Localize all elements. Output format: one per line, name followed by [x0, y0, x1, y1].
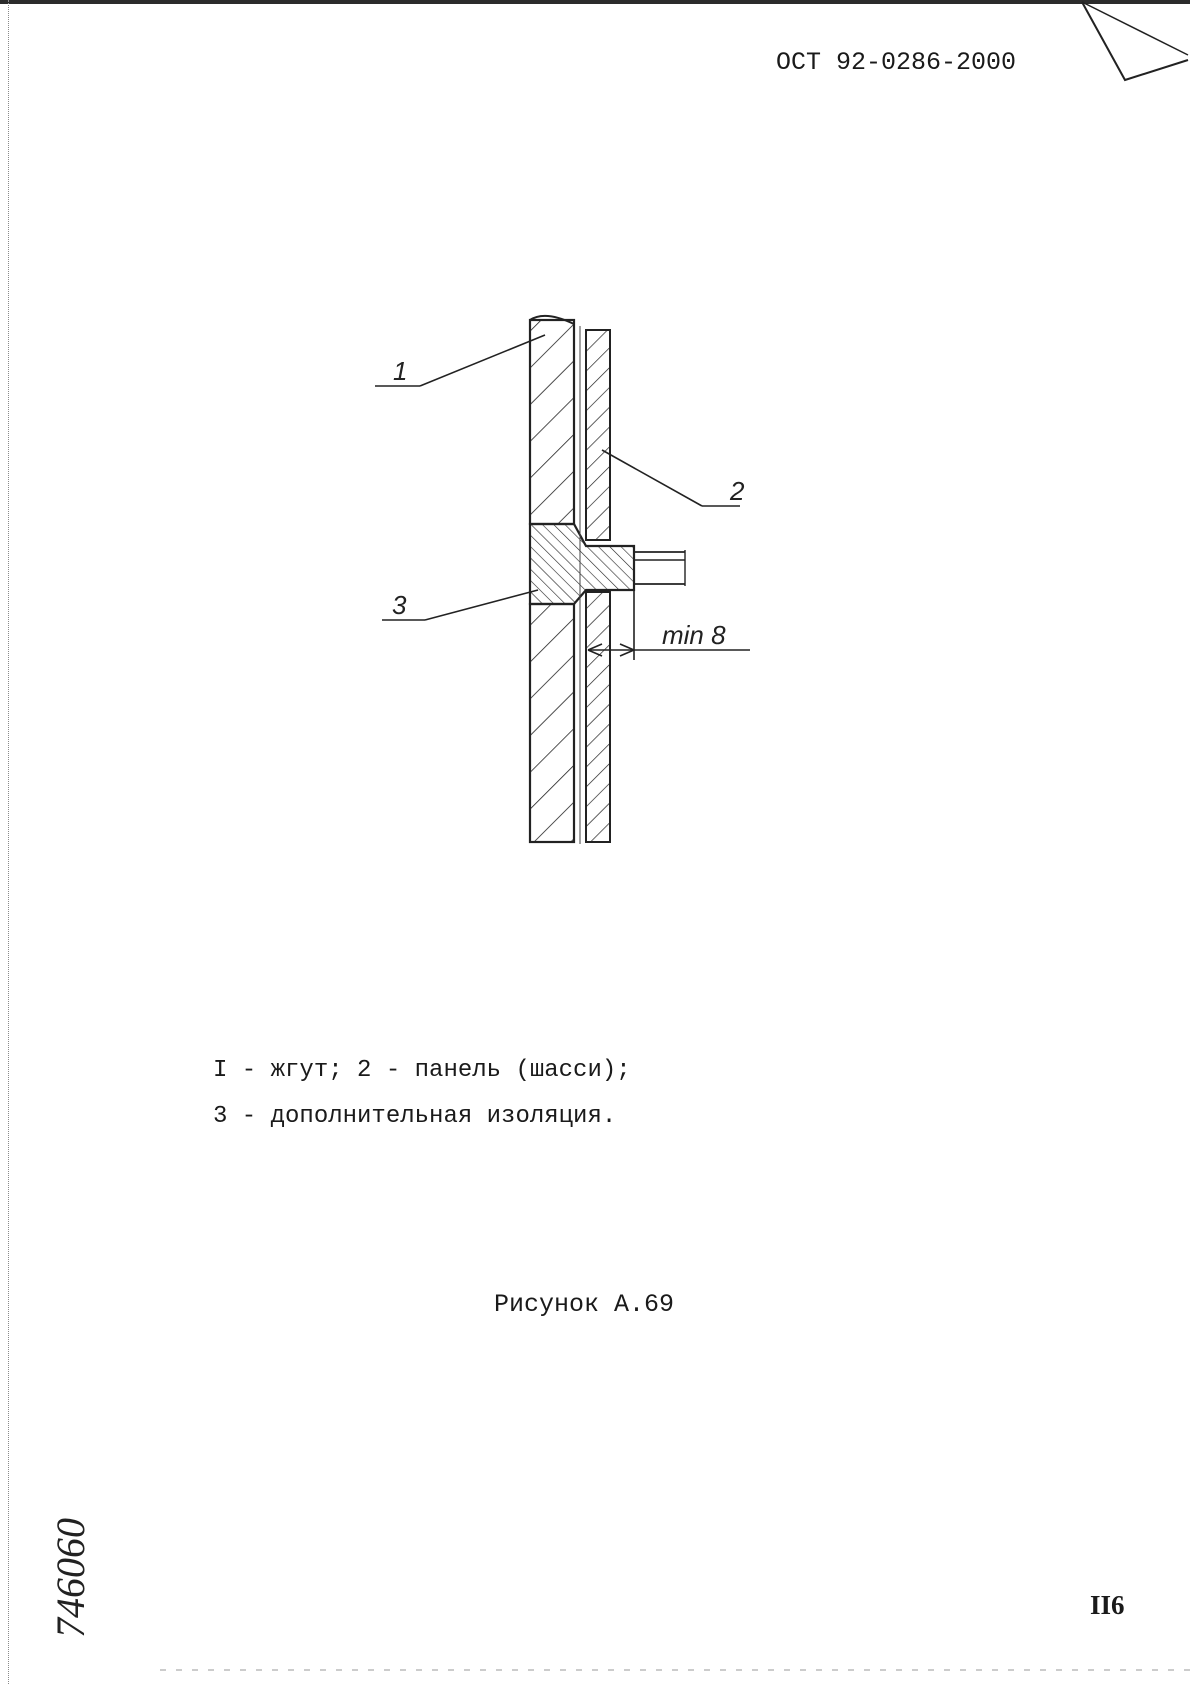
svg-text:746060: 746060 [48, 1518, 93, 1638]
harness-part-lower [530, 604, 574, 842]
page-number: II6 [1090, 1590, 1125, 1620]
callout-label-3: 3 [392, 590, 407, 620]
callout-label-1: 1 [393, 356, 408, 386]
legend-line-1: I - жгут; 2 - панель (шасси); [213, 1057, 631, 1084]
dimension-label: min 8 [662, 620, 726, 650]
panel-part-upper [586, 330, 610, 540]
scan-bottom-marks [160, 1660, 1190, 1680]
folded-corner [1080, 0, 1190, 90]
insulation-part [530, 524, 634, 604]
scan-top-edge [0, 0, 1190, 4]
harness-part-upper [530, 316, 574, 524]
wire-stub [634, 550, 685, 586]
legend-line-2: 3 - дополнительная изоляция. [213, 1103, 617, 1130]
scan-left-edge [8, 0, 10, 1684]
figure-caption: Рисунок А.69 [494, 1290, 675, 1319]
figure-a69 [340, 300, 780, 900]
callout-label-2: 2 [730, 476, 745, 506]
assembly-drawing [340, 300, 780, 900]
panel-part-lower [586, 592, 610, 842]
handwritten-stamp [40, 1490, 100, 1640]
figure-legend [213, 1048, 631, 1140]
document-code: ОСТ 92-0286-2000 [776, 48, 1017, 77]
